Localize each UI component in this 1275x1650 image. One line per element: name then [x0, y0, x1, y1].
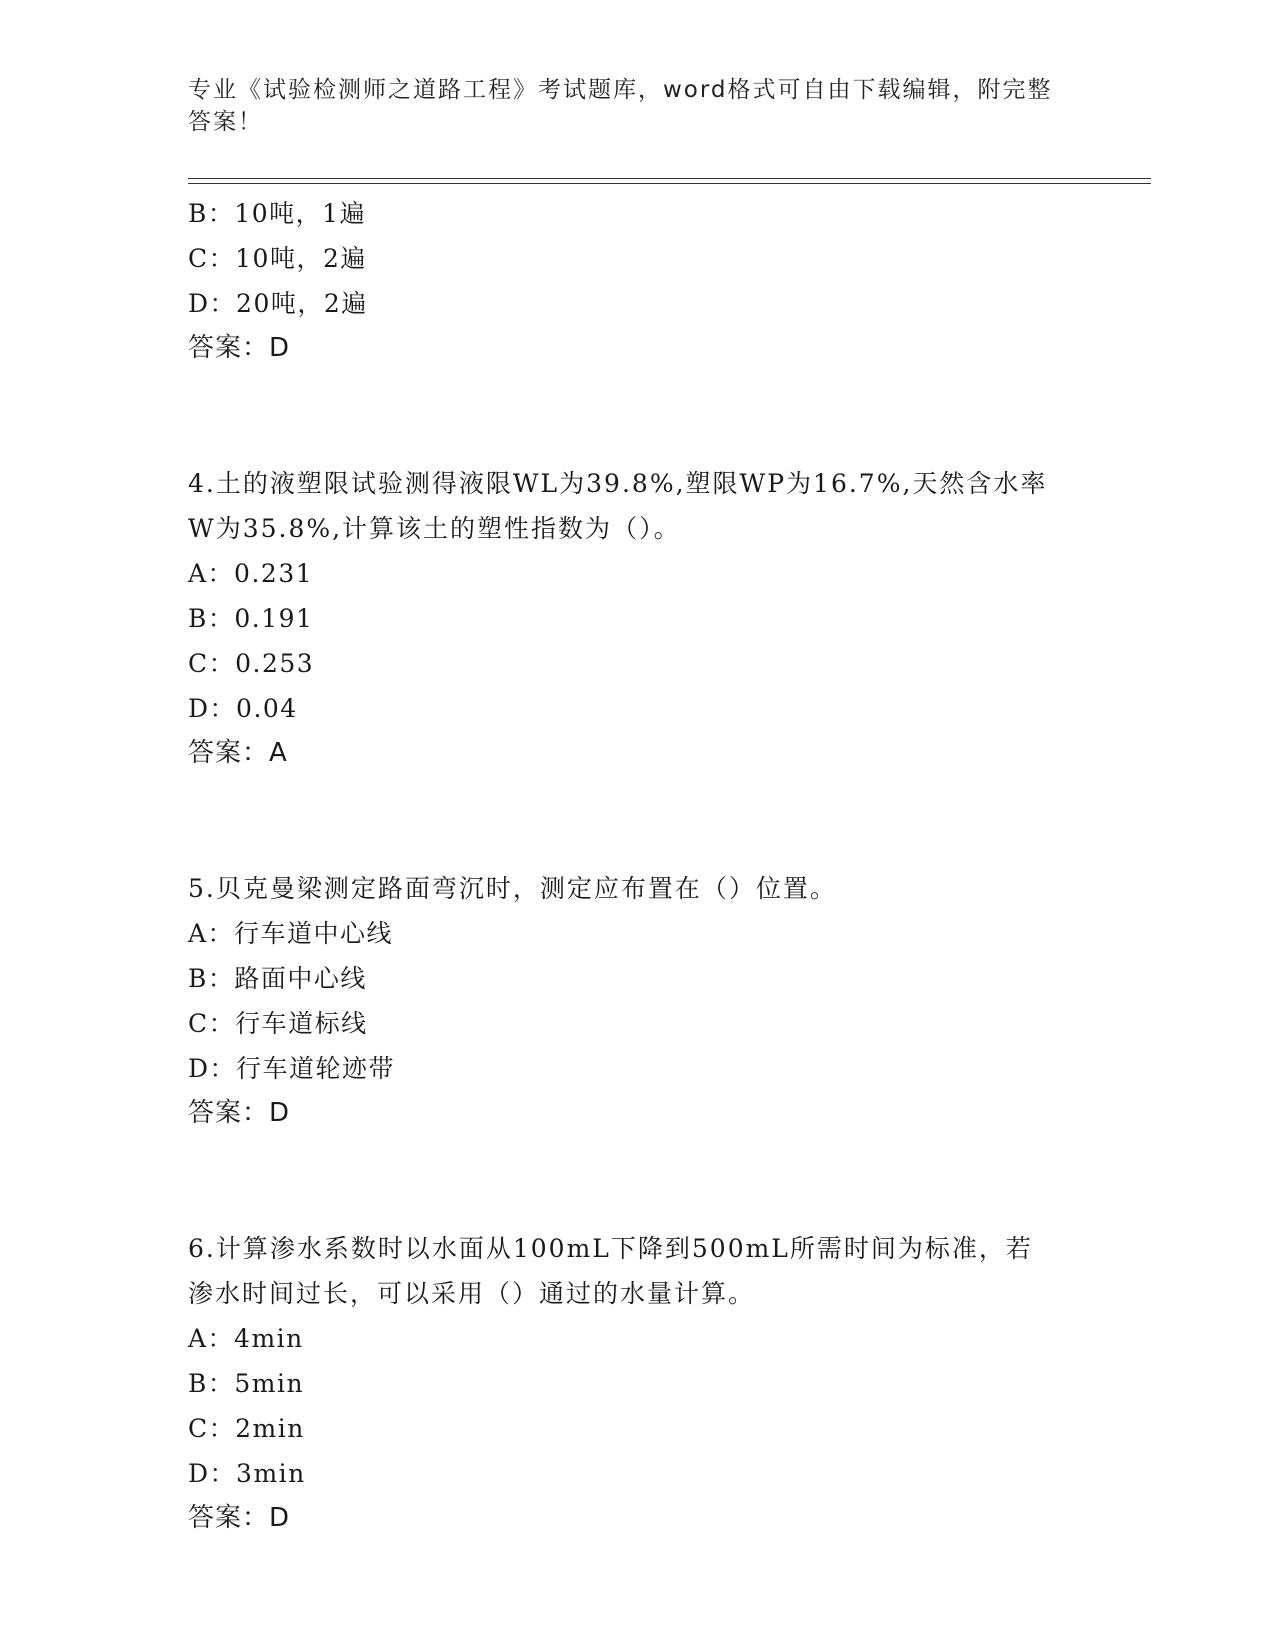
option-b: B：5min: [188, 1369, 305, 1398]
question-stem-line: 渗水时间过长，可以采用（）通过的水量计算。: [188, 1279, 756, 1308]
option-d: D：20吨，2遍: [188, 289, 368, 318]
option-c: C：10吨，2遍: [188, 244, 367, 273]
option-b: B：10吨，1遍: [188, 199, 367, 228]
answer: 答案：D: [188, 333, 291, 363]
option-b: B：路面中心线: [188, 964, 367, 993]
header-rule-bottom: [188, 183, 1151, 184]
document-header: [188, 74, 1068, 138]
question-3-partial: [188, 191, 1088, 371]
option-a: A：4min: [188, 1324, 304, 1353]
spacer: [188, 371, 1088, 461]
question-stem-line: W为35.8%,计算该土的塑性指数为（）。: [188, 514, 681, 543]
option-c: C：行车道标线: [188, 1009, 368, 1038]
question-6: [188, 1226, 1088, 1541]
option-a: A：行车道中心线: [188, 919, 394, 948]
spacer: [188, 776, 1088, 866]
option-a: A：0.231: [188, 559, 314, 588]
question-stem-line: 6.计算渗水系数时以水面从100mL下降到500mL所需时间为标准，若: [188, 1234, 1033, 1263]
option-d: D：0.04: [188, 694, 298, 723]
header-rule-top: [188, 178, 1151, 179]
answer: 答案：D: [188, 1503, 291, 1533]
header-title: 专业《试验检测师之道路工程》考试题库，word格式可自由下载编辑，附完整答案！: [188, 77, 1053, 135]
option-c: C：0.253: [188, 649, 315, 678]
option-d: D：行车道轮迹带: [188, 1054, 396, 1083]
answer: 答案：A: [188, 738, 288, 768]
question-5: [188, 866, 1088, 1136]
option-b: B：0.191: [188, 604, 314, 633]
spacer: [188, 1136, 1088, 1226]
question-stem-line: 4.土的液塑限试验测得液限WL为39.8%,塑限WP为16.7%,天然含水率: [188, 469, 1048, 498]
option-d: D：3min: [188, 1459, 306, 1488]
question-4: [188, 461, 1088, 776]
question-list: [188, 191, 1088, 1541]
option-c: C：2min: [188, 1414, 305, 1443]
answer: 答案：D: [188, 1098, 291, 1128]
question-stem-line: 5.贝克曼梁测定路面弯沉时，测定应布置在（）位置。: [188, 874, 837, 903]
